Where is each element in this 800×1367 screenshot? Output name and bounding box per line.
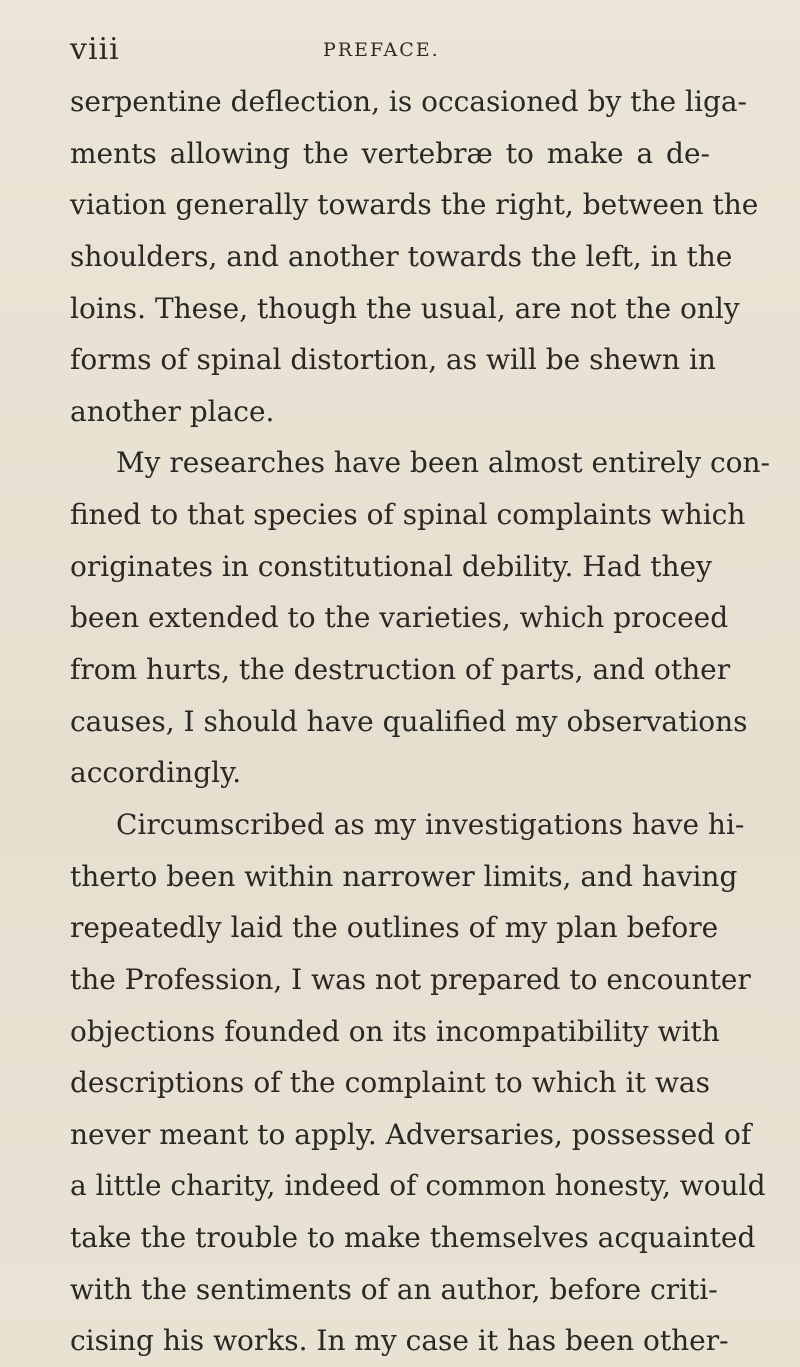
body-text [70, 76, 770, 1367]
text-line: forms of spinal distortion, as will be shewn in [70, 343, 716, 377]
text-line: a little charity, indeed of common honesty, would [70, 1169, 766, 1203]
text-line: take the trouble to make themselves acquainted [70, 1221, 756, 1255]
text-line: cising his works. In my case it has been other- [70, 1324, 729, 1358]
text-line: shoulders, and another towards the left, in the [70, 239, 733, 273]
page-number: viii [70, 32, 120, 67]
text-line: causes, I should have qualified my observations [70, 704, 748, 738]
text-line: been extended to the varieties, which proceed [70, 601, 729, 635]
text-line: loins. These, though the usual, are not the only [70, 291, 740, 325]
text-line: ments allowing the vertebræ to make a de- [70, 136, 710, 170]
text-line: objections founded on its incompatibility with [70, 1014, 720, 1048]
running-head: PREFACE. [323, 39, 440, 61]
text-line: another place. [70, 394, 275, 428]
text-line: serpentine deflection, is occasioned by the liga- [70, 85, 748, 118]
text-line: My researches have been almost entirely con- [116, 446, 770, 480]
text-line: with the sentiments of an author, before criti- [70, 1272, 718, 1306]
text-line: from hurts, the destruction of parts, and other [70, 653, 731, 687]
text-line: repeatedly laid the outlines of my plan before [70, 911, 719, 945]
text-line: viation generally towards the right, between the [70, 188, 759, 222]
text-line: the Profession, I was not prepared to encounter [70, 962, 751, 996]
text-line: fined to that species of spinal complaints which [70, 498, 746, 532]
text-line: Circumscribed as my investigations have hi- [116, 807, 745, 841]
text-line: accordingly. [70, 756, 242, 790]
text-line: therto been within narrower limits, and having [70, 859, 738, 893]
text-line: never meant to apply. Adversaries, possessed of [70, 1117, 752, 1151]
text-line: originates in constitutional debility. Had they [70, 549, 712, 583]
text-line: descriptions of the complaint to which it was [70, 1066, 710, 1100]
page-header [70, 32, 730, 72]
